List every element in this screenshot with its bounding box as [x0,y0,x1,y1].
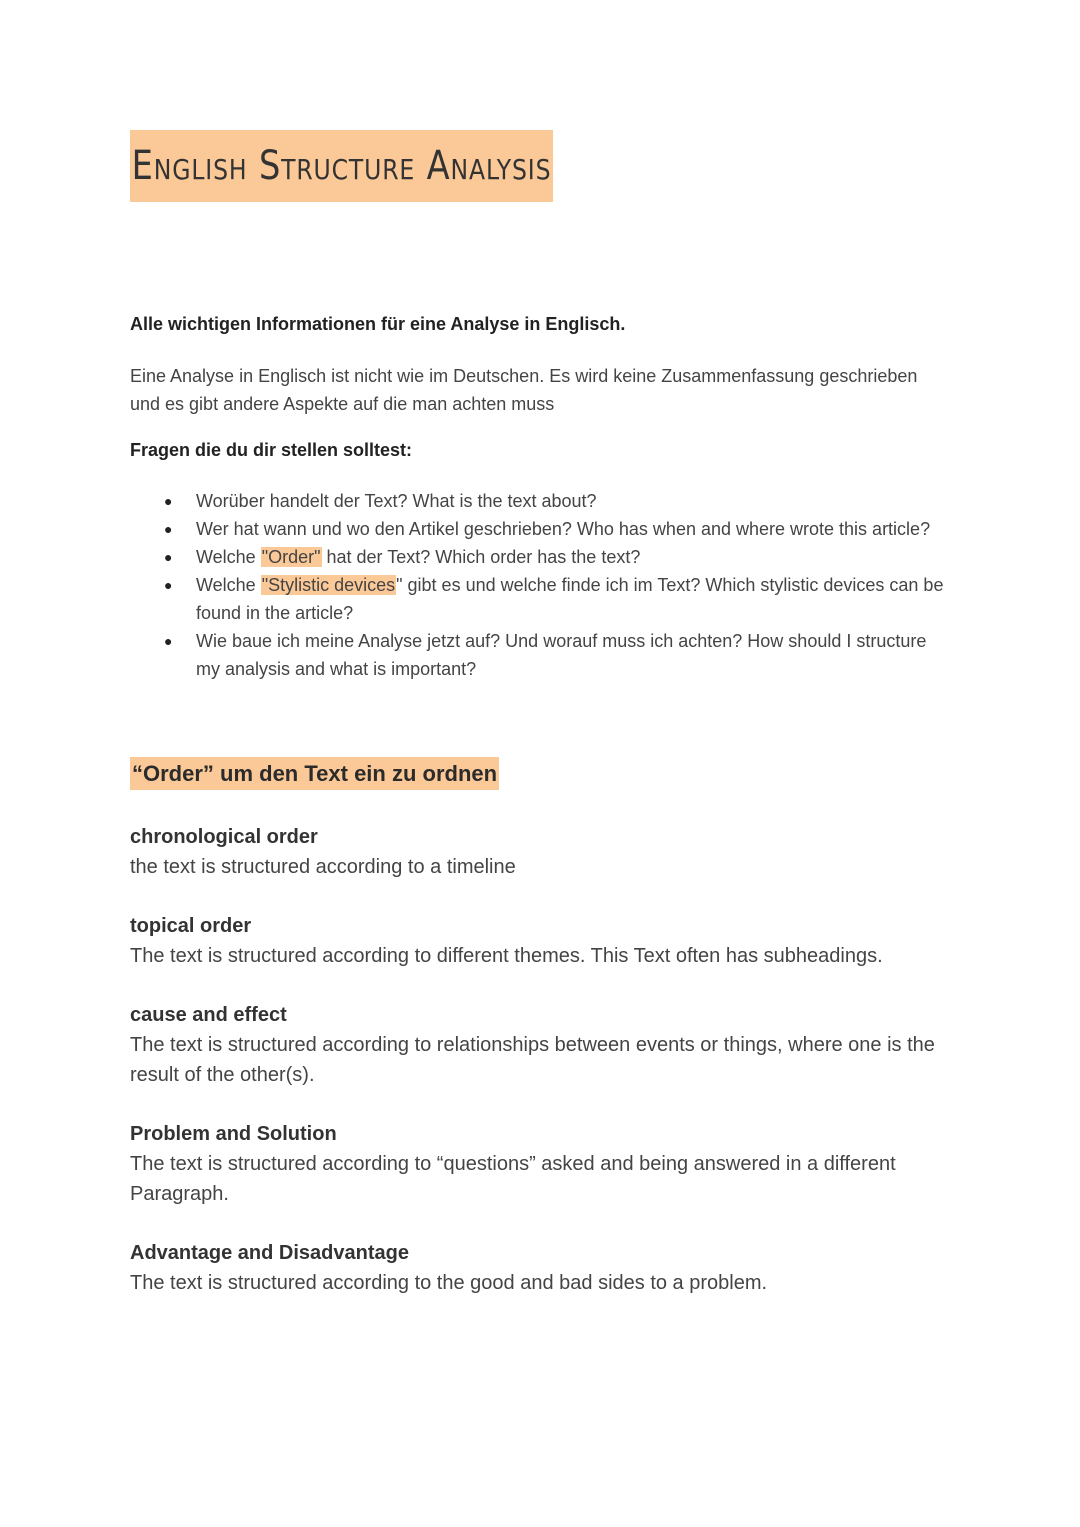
order-type-description: The text is structured according to different themes. This Text often has subheadings. [130,945,883,967]
bullet-icon: ● [164,493,173,509]
order-type-description: The text is structured according to relationships between events or things, where one is the result of the other(s). [130,1034,935,1086]
question-text: Wie baue ich meine Analyse jetzt auf? Und worauf muss ich achten? How should I structure my analysis and what is important? [196,631,927,679]
question-text: Welche [196,575,261,595]
question-item [130,515,950,543]
bullet-icon: ● [164,549,173,565]
order-type-title: topical order [130,915,252,937]
question-highlight: "Order" [261,547,321,567]
question-text: Wer hat wann und wo den Artikel geschrieben? Who has when and where wrote this article? [196,519,931,539]
order-type-description: The text is structured according to “questions” asked and being answered in a different Paragraph. [130,1153,896,1205]
question-text: Welche [196,547,261,567]
order-type-item [130,1119,950,1209]
bullet-icon: ● [164,577,173,593]
order-type-item [130,822,950,882]
question-item [130,627,950,683]
bullet-icon: ● [164,633,173,649]
order-type-item [130,1000,950,1090]
order-type-description: the text is structured according to a timeline [130,856,516,878]
intro-paragraph: Eine Analyse in Englisch ist nicht wie im Deutschen. Es wird keine Zusammenfassung geschrieben und es gibt andere Aspekte auf die man achten muss [130,366,918,414]
question-highlight: "Stylistic devices [261,575,396,595]
question-text-after: " gibt es und welche finde ich im Text? Which stylistic devices can be found in the article? [196,575,944,623]
order-type-title: Problem and Solution [130,1123,337,1145]
order-type-title: cause and effect [130,1004,287,1026]
order-type-item [130,911,950,971]
order-types-list [130,822,950,1327]
order-type-title: chronological order [130,826,318,848]
question-item [130,571,950,627]
intro-bold-line: Alle wichtigen Informationen für eine Analyse in Englisch. [130,314,626,334]
question-item [130,543,950,571]
questions-list [130,487,950,683]
question-text: Worüber handelt der Text? What is the text about? [196,491,597,511]
bullet-icon: ● [164,521,173,537]
order-section-heading: “Order” um den Text ein zu ordnen [130,757,499,790]
document-title: English Structure Analysis [130,130,553,202]
question-text-after: hat der Text? Which order has the text? [321,547,641,567]
order-type-title: Advantage and Disadvantage [130,1242,409,1264]
question-item [130,487,950,515]
order-type-item [130,1238,950,1298]
questions-heading: Fragen die du dir stellen solltest: [130,440,413,460]
order-type-description: The text is structured according to the good and bad sides to a problem. [130,1272,768,1294]
